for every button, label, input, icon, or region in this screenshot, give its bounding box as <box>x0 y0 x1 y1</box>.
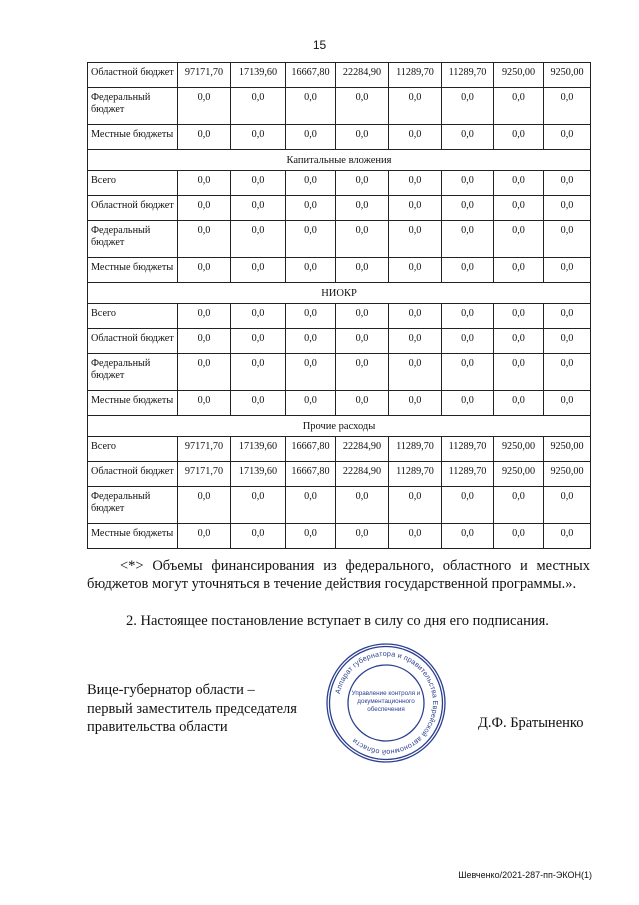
signatory-name: Д.Ф. Братыненко <box>478 715 584 731</box>
table-row <box>88 487 591 524</box>
table-cell: 0,0 <box>336 354 389 391</box>
row-label: Федеральный бюджет <box>88 354 178 391</box>
table-row <box>88 524 591 549</box>
table-cell: 0,0 <box>231 221 286 258</box>
table-cell: 0,0 <box>336 329 389 354</box>
table-cell: 0,0 <box>231 524 286 549</box>
table-cell: 0,0 <box>286 524 336 549</box>
section-title: Прочие расходы <box>88 416 591 437</box>
row-label: Областной бюджет <box>88 63 178 88</box>
table-cell: 0,0 <box>336 125 389 150</box>
table-cell: 0,0 <box>178 125 231 150</box>
table-cell: 0,0 <box>336 196 389 221</box>
table-cell: 0,0 <box>286 329 336 354</box>
table-cell: 0,0 <box>494 391 544 416</box>
table-cell: 0,0 <box>494 88 544 125</box>
table-cell: 0,0 <box>544 125 591 150</box>
table-row <box>88 437 591 462</box>
row-label: Областной бюджет <box>88 462 178 487</box>
table-cell: 0,0 <box>494 258 544 283</box>
table-cell: 0,0 <box>544 258 591 283</box>
table-row <box>88 304 591 329</box>
table-cell: 0,0 <box>336 524 389 549</box>
table-cell: 11289,70 <box>389 462 442 487</box>
table-cell: 0,0 <box>178 354 231 391</box>
table-cell: 97171,70 <box>178 462 231 487</box>
table-cell: 0,0 <box>231 354 286 391</box>
row-label: Федеральный бюджет <box>88 487 178 524</box>
table-cell: 11289,70 <box>442 462 494 487</box>
table-cell: 0,0 <box>286 221 336 258</box>
seal-ring-text: Аппарат губернатора и правительства Еврейской автономной области <box>332 648 441 758</box>
row-label: Областной бюджет <box>88 196 178 221</box>
section-title: НИОКР <box>88 283 591 304</box>
table-row <box>88 391 591 416</box>
position-line-2: первый заместитель председателя <box>87 700 297 717</box>
table-cell: 0,0 <box>494 524 544 549</box>
table-cell: 11289,70 <box>389 63 442 88</box>
table-cell: 11289,70 <box>389 437 442 462</box>
table-row <box>88 88 591 125</box>
table-row <box>88 258 591 283</box>
table-cell: 0,0 <box>336 88 389 125</box>
table-cell: 0,0 <box>231 171 286 196</box>
table-cell: 0,0 <box>389 221 442 258</box>
table-cell: 0,0 <box>389 125 442 150</box>
table-cell: 0,0 <box>442 487 494 524</box>
table-cell: 9250,00 <box>544 462 591 487</box>
table-cell: 0,0 <box>336 391 389 416</box>
table-cell: 0,0 <box>389 487 442 524</box>
table-cell: 0,0 <box>231 88 286 125</box>
table-cell: 9250,00 <box>544 437 591 462</box>
budget-table <box>87 62 591 549</box>
table-cell: 0,0 <box>389 354 442 391</box>
table-cell: 0,0 <box>494 196 544 221</box>
table-cell: 0,0 <box>286 487 336 524</box>
position-line-1: Вице-губернатор области – <box>87 682 255 698</box>
table-cell: 0,0 <box>178 329 231 354</box>
table-cell: 17139,60 <box>231 462 286 487</box>
table-cell: 9250,00 <box>544 63 591 88</box>
table-cell: 0,0 <box>494 125 544 150</box>
table-cell: 0,0 <box>178 391 231 416</box>
table-cell: 0,0 <box>544 391 591 416</box>
table-cell: 0,0 <box>178 196 231 221</box>
position-line-3: правительства области <box>87 719 228 735</box>
table-row <box>88 354 591 391</box>
table-cell: 0,0 <box>178 304 231 329</box>
table-cell: 0,0 <box>231 391 286 416</box>
table-cell: 0,0 <box>389 391 442 416</box>
section-row <box>88 283 591 304</box>
table-cell: 0,0 <box>544 88 591 125</box>
section-row <box>88 416 591 437</box>
section-row <box>88 150 591 171</box>
table-cell: 0,0 <box>442 524 494 549</box>
table-cell: 0,0 <box>494 329 544 354</box>
table-cell: 0,0 <box>442 171 494 196</box>
table-cell: 0,0 <box>442 196 494 221</box>
table-cell: 22284,90 <box>336 462 389 487</box>
table-cell: 0,0 <box>389 196 442 221</box>
table-cell: 0,0 <box>442 125 494 150</box>
row-label: Всего <box>88 171 178 196</box>
seal-center-line-1: Управление контроля и <box>351 690 421 697</box>
page-number: 15 <box>312 38 327 52</box>
table-cell: 0,0 <box>494 221 544 258</box>
row-label: Федеральный бюджет <box>88 221 178 258</box>
table-row <box>88 63 591 88</box>
table-cell: 0,0 <box>442 391 494 416</box>
section-title: Капитальные вложения <box>88 150 591 171</box>
table-cell: 0,0 <box>286 354 336 391</box>
table-cell: 0,0 <box>442 221 494 258</box>
document-code: Шевченко/2021-287-пп-ЭКОН(1) <box>458 870 592 880</box>
row-label: Областной бюджет <box>88 329 178 354</box>
paragraph-2: 2. Настоящее постановление вступает в силу со дня его подписания. <box>126 613 549 629</box>
table-row <box>88 329 591 354</box>
table-row <box>88 171 591 196</box>
row-label: Местные бюджеты <box>88 125 178 150</box>
table-cell: 11289,70 <box>442 437 494 462</box>
table-cell: 0,0 <box>389 258 442 283</box>
table-cell: 16667,80 <box>286 63 336 88</box>
table-cell: 0,0 <box>231 196 286 221</box>
table-cell: 0,0 <box>286 391 336 416</box>
table-cell: 0,0 <box>178 171 231 196</box>
table-cell: 0,0 <box>231 304 286 329</box>
table-row <box>88 196 591 221</box>
table-cell: 0,0 <box>544 524 591 549</box>
table-cell: 0,0 <box>336 304 389 329</box>
signatory-position <box>87 681 297 737</box>
table-cell: 0,0 <box>544 354 591 391</box>
table-cell: 0,0 <box>544 221 591 258</box>
table-cell: 0,0 <box>286 171 336 196</box>
row-label: Федеральный бюджет <box>88 88 178 125</box>
table-cell: 0,0 <box>544 487 591 524</box>
table-cell: 16667,80 <box>286 437 336 462</box>
table-cell: 0,0 <box>178 258 231 283</box>
table-cell: 0,0 <box>494 354 544 391</box>
table-cell: 0,0 <box>231 487 286 524</box>
table-row <box>88 221 591 258</box>
table-cell: 0,0 <box>389 304 442 329</box>
footnote: <*> Объемы финансирования из федерального, областного и местных бюджетов могут уточняться в течение действия государственной программы.». <box>87 558 590 592</box>
table-cell: 0,0 <box>231 125 286 150</box>
table-cell: 17139,60 <box>231 63 286 88</box>
table-cell: 0,0 <box>336 258 389 283</box>
table-cell: 0,0 <box>286 304 336 329</box>
table-cell: 0,0 <box>389 524 442 549</box>
table-cell: 0,0 <box>286 125 336 150</box>
table-cell: 16667,80 <box>286 462 336 487</box>
table-cell: 0,0 <box>286 196 336 221</box>
table-cell: 0,0 <box>442 329 494 354</box>
table-cell: 9250,00 <box>494 462 544 487</box>
table-cell: 0,0 <box>544 171 591 196</box>
row-label: Местные бюджеты <box>88 391 178 416</box>
table-cell: 0,0 <box>178 524 231 549</box>
table-cell: 0,0 <box>442 304 494 329</box>
official-seal <box>325 642 447 764</box>
row-label: Всего <box>88 437 178 462</box>
table-cell: 0,0 <box>494 304 544 329</box>
table-cell: 0,0 <box>286 88 336 125</box>
table-cell: 0,0 <box>389 88 442 125</box>
table-cell: 0,0 <box>544 329 591 354</box>
table-cell: 0,0 <box>442 354 494 391</box>
table-cell: 0,0 <box>286 258 336 283</box>
table-cell: 0,0 <box>389 329 442 354</box>
table-cell: 0,0 <box>494 487 544 524</box>
seal-center-line-2: документационного <box>357 698 415 705</box>
row-label: Местные бюджеты <box>88 524 178 549</box>
table-cell: 0,0 <box>178 487 231 524</box>
table-cell: 11289,70 <box>442 63 494 88</box>
table-cell: 9250,00 <box>494 437 544 462</box>
table-cell: 0,0 <box>544 196 591 221</box>
table-cell: 0,0 <box>442 258 494 283</box>
table-cell: 0,0 <box>544 304 591 329</box>
seal-center-line-3: обеспечения <box>367 706 405 713</box>
table-cell: 22284,90 <box>336 437 389 462</box>
row-label: Всего <box>88 304 178 329</box>
table-cell: 0,0 <box>336 171 389 196</box>
table-cell: 0,0 <box>389 171 442 196</box>
table-cell: 97171,70 <box>178 63 231 88</box>
table-cell: 0,0 <box>231 258 286 283</box>
table-row <box>88 125 591 150</box>
table-cell: 0,0 <box>178 88 231 125</box>
table-cell: 9250,00 <box>494 63 544 88</box>
table-cell: 0,0 <box>494 171 544 196</box>
table-cell: 0,0 <box>231 329 286 354</box>
table-cell: 0,0 <box>336 221 389 258</box>
table-cell: 0,0 <box>442 88 494 125</box>
table-cell: 0,0 <box>336 487 389 524</box>
table-cell: 97171,70 <box>178 437 231 462</box>
row-label: Местные бюджеты <box>88 258 178 283</box>
table-row <box>88 462 591 487</box>
table-cell: 17139,60 <box>231 437 286 462</box>
table-cell: 22284,90 <box>336 63 389 88</box>
table-cell: 0,0 <box>178 221 231 258</box>
